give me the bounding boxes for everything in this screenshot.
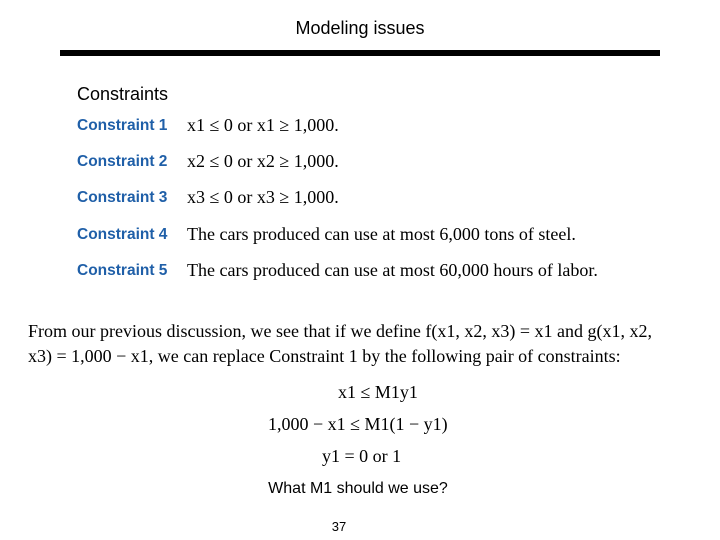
title-divider (60, 50, 660, 56)
equation-2: 1,000 − x1 ≤ M1(1 − y1) (268, 414, 448, 434)
constraint-label: Constraint 1 (77, 117, 168, 134)
constraint-label: Constraint 2 (77, 153, 168, 170)
constraint-text: x2 ≤ 0 or x2 ≥ 1,000. (187, 151, 339, 171)
constraint-label: Constraint 4 (77, 226, 168, 243)
question-text: What M1 should we use? (268, 480, 448, 497)
slide-title: Modeling issues (295, 18, 425, 38)
equation-3: y1 = 0 or 1 (322, 446, 402, 466)
constraint-label: Constraint 3 (77, 189, 168, 206)
paragraph-line-1: From our previous discussion, we see that if we define f(x1, x2, x3) = x1 and g(x1, x2, (28, 321, 653, 341)
page-number: 37 (331, 519, 347, 534)
constraint-text: x3 ≤ 0 or x3 ≥ 1,000. (187, 187, 339, 207)
constraint-label: Constraint 5 (77, 262, 168, 279)
constraint-text: x1 ≤ 0 or x1 ≥ 1,000. (187, 115, 339, 135)
constraint-text: The cars produced can use at most 60,000 hours of labor. (187, 260, 598, 280)
section-heading: Constraints (77, 84, 169, 104)
equation-1: x1 ≤ M1y1 (338, 382, 418, 402)
constraint-text: The cars produced can use at most 6,000 tons of steel. (187, 224, 576, 244)
paragraph-line-2: x3) = 1,000 − x1, we can replace Constraint 1 by the following pair of constraints: (28, 346, 621, 366)
